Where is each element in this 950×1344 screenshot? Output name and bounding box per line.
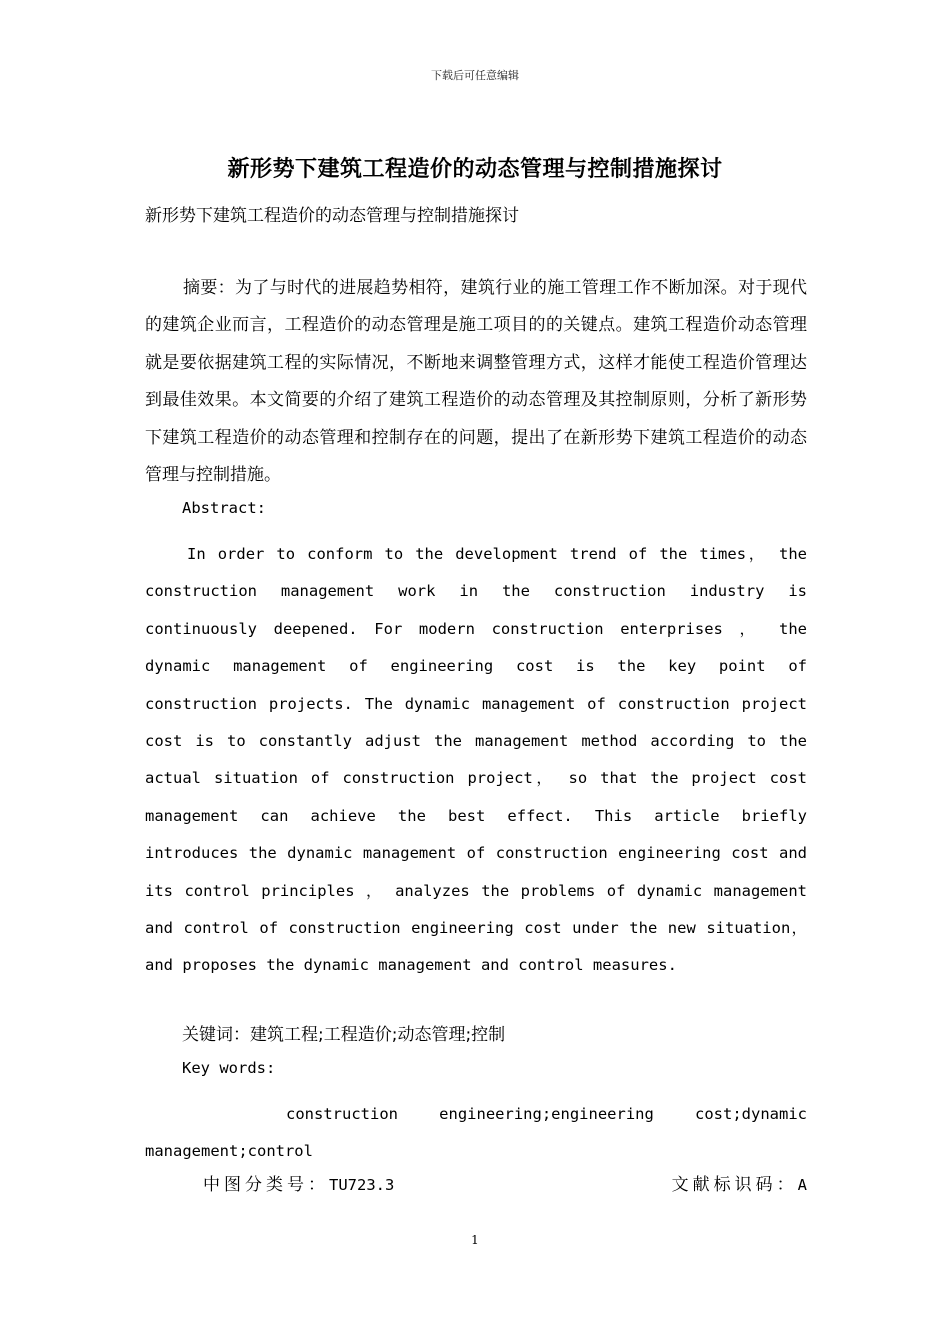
english-keywords-line1: construction engineering;engineering cost;dynamic xyxy=(286,1105,807,1123)
document-code-label: 文献标识码： xyxy=(671,1175,798,1195)
english-abstract-label: Abstract: xyxy=(182,499,266,517)
chinese-keywords: 关键词：建筑工程;工程造价;动态管理;控制 xyxy=(182,1025,506,1045)
clc-label: 中图分类号： xyxy=(203,1175,329,1195)
chinese-abstract: 摘要：为了与时代的进展趋势相符，建筑行业的施工管理工作不断加深。对于现代的建筑企业而言，工程造价的动态管理是施工项目的的关键点。建筑工程造价动态管理就是要依据建筑工程的实际情况，不断地来调整管理方式，这样才能使工程造价管理达到最佳效果。本文简要的介绍了建筑工程造价的动态管理及其控制原则，分析了新形势下建筑工程造价的动态管理和控制存在的问题，提出了在新形势下建筑工程造价的动态管理与控制措施。 xyxy=(145,278,807,486)
english-abstract: In order to conform to the development trend of the times， the construction management work in the construction industry is continuously deepened. For modern construction enterprises ， the dynamic management of engineering cost is the key point of construction projects. The dynamic management of construction project cost is to constantly adjust the management method according to the actual situation of construction project， so that the project cost management can achieve the best effect. This article briefly introduces the dynamic management of construction engineering cost and its control principles ， analyzes the problems of dynamic management and control of construction engineering cost under the new situation， and proposes the dynamic management and control measures. xyxy=(145,545,807,975)
clc-classification xyxy=(203,1170,394,1195)
english-keywords-label: Key words: xyxy=(182,1059,276,1077)
page-number: 1 xyxy=(471,1233,479,1247)
clc-value: TU723.3 xyxy=(329,1176,395,1194)
english-keywords xyxy=(145,1096,807,1171)
document-subtitle: 新形势下建筑工程造价的动态管理与控制措施探讨 xyxy=(145,206,519,226)
page-header-note: 下载后可任意编辑 xyxy=(431,69,519,82)
document-code-value: A xyxy=(797,1176,807,1194)
document-code xyxy=(672,1170,807,1195)
english-keywords-line2: management;control xyxy=(145,1142,313,1161)
document-title: 新形势下建筑工程造价的动态管理与控制措施探讨 xyxy=(227,157,723,182)
